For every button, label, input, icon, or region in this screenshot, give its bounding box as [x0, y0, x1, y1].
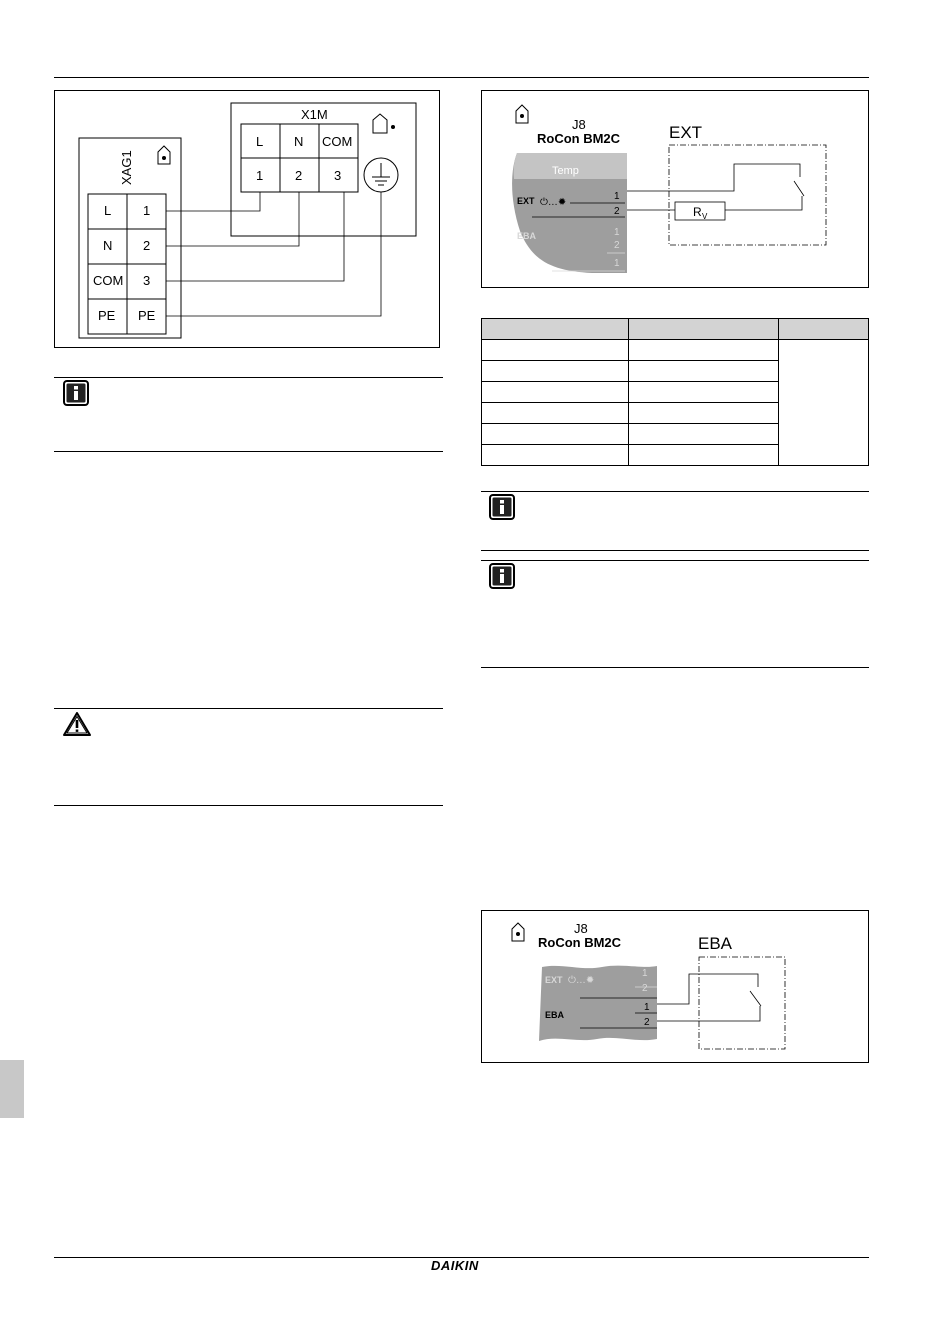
svg-text:EXT: EXT: [517, 196, 535, 206]
svg-text:R: R: [693, 205, 702, 219]
svg-text:1: 1: [614, 227, 620, 238]
table-row: [482, 340, 869, 361]
svg-text:⏻…✹: ⏻…✹: [568, 975, 595, 986]
wiring-diagram-eba: [481, 910, 869, 1063]
note-rule-bottom: [481, 550, 869, 551]
wiring-diagram-xag1: [54, 90, 440, 348]
x1m-cell-3: 3: [334, 168, 342, 183]
svg-text:2: 2: [642, 983, 648, 994]
svg-text:EXT: EXT: [545, 975, 563, 985]
note-rule-top: [481, 491, 869, 492]
svg-text:V: V: [702, 212, 708, 221]
note-rule-bottom: [481, 667, 869, 668]
switch-contact: [750, 991, 761, 1006]
svg-text:2: 2: [644, 1017, 650, 1028]
wiring-diagram-eba-svg: [482, 911, 870, 1064]
svg-text:2: 2: [143, 238, 151, 253]
svg-text:1: 1: [644, 1002, 650, 1013]
board-label: RoCon BM2C: [538, 935, 622, 950]
info-icon: [63, 380, 89, 411]
eba-label: EBA: [698, 934, 733, 953]
svg-text:EBA: EBA: [545, 1010, 565, 1020]
wiring-diagram-xag1-svg: [55, 91, 441, 349]
svg-text:N: N: [103, 238, 113, 253]
svg-text:3: 3: [143, 273, 151, 288]
wiring-diagram-ext-svg: [482, 91, 870, 289]
house-icon: [516, 105, 528, 123]
svg-text:EBA: EBA: [517, 231, 537, 241]
svg-text:⏻…✹: ⏻…✹: [540, 197, 567, 208]
connector-label: J8: [574, 921, 588, 936]
table-header-cell: [629, 319, 779, 340]
switch-contact: [794, 181, 804, 196]
connector-label: J8: [572, 117, 586, 132]
svg-text:1: 1: [143, 203, 151, 218]
svg-text:2: 2: [614, 240, 620, 251]
svg-text:1: 1: [614, 191, 620, 202]
settings-table: [481, 318, 869, 466]
svg-text:Temp: Temp: [552, 165, 579, 177]
warning-rule-bottom: [54, 805, 443, 806]
header-rule: [54, 77, 869, 78]
chapter-tab: [0, 1060, 24, 1118]
table-header-row: [482, 319, 869, 340]
info-icon: [489, 563, 515, 594]
board-label: RoCon BM2C: [537, 131, 621, 146]
xag1-label: XAG1: [119, 150, 134, 185]
svg-text:2: 2: [614, 206, 620, 217]
warning-icon: [62, 711, 92, 742]
ext-label: EXT: [669, 123, 703, 142]
svg-text:1: 1: [614, 258, 620, 269]
table-header-cell: [482, 319, 629, 340]
x1m-cell-2: 2: [295, 168, 303, 183]
x1m-cell-com: COM: [322, 134, 353, 149]
x1m-cell-n: N: [294, 134, 304, 149]
x1m-label: X1M: [301, 107, 328, 122]
x1m-cell-l: L: [256, 134, 264, 149]
warning-rule-top: [54, 708, 443, 709]
daikin-logo: DAIKIN: [431, 1258, 479, 1273]
svg-text:COM: COM: [93, 273, 124, 288]
wiring-diagram-ext: [481, 90, 869, 288]
svg-text:PE: PE: [138, 308, 156, 323]
house-icon: [373, 114, 395, 133]
table-merged-cell: [779, 340, 869, 466]
eba-dashed-box: [699, 957, 785, 1049]
house-icon: [158, 146, 170, 164]
ext-dashed-box: [669, 145, 826, 245]
info-icon: [489, 494, 515, 525]
svg-text:PE: PE: [98, 308, 116, 323]
svg-text:1: 1: [642, 968, 648, 979]
note-rule-top: [481, 560, 869, 561]
svg-text:L: L: [104, 203, 112, 218]
house-icon: [512, 923, 524, 941]
note-rule-bottom: [54, 451, 443, 452]
x1m-cell-1: 1: [256, 168, 264, 183]
note-rule-top: [54, 377, 443, 378]
table-header-cell: [779, 319, 869, 340]
